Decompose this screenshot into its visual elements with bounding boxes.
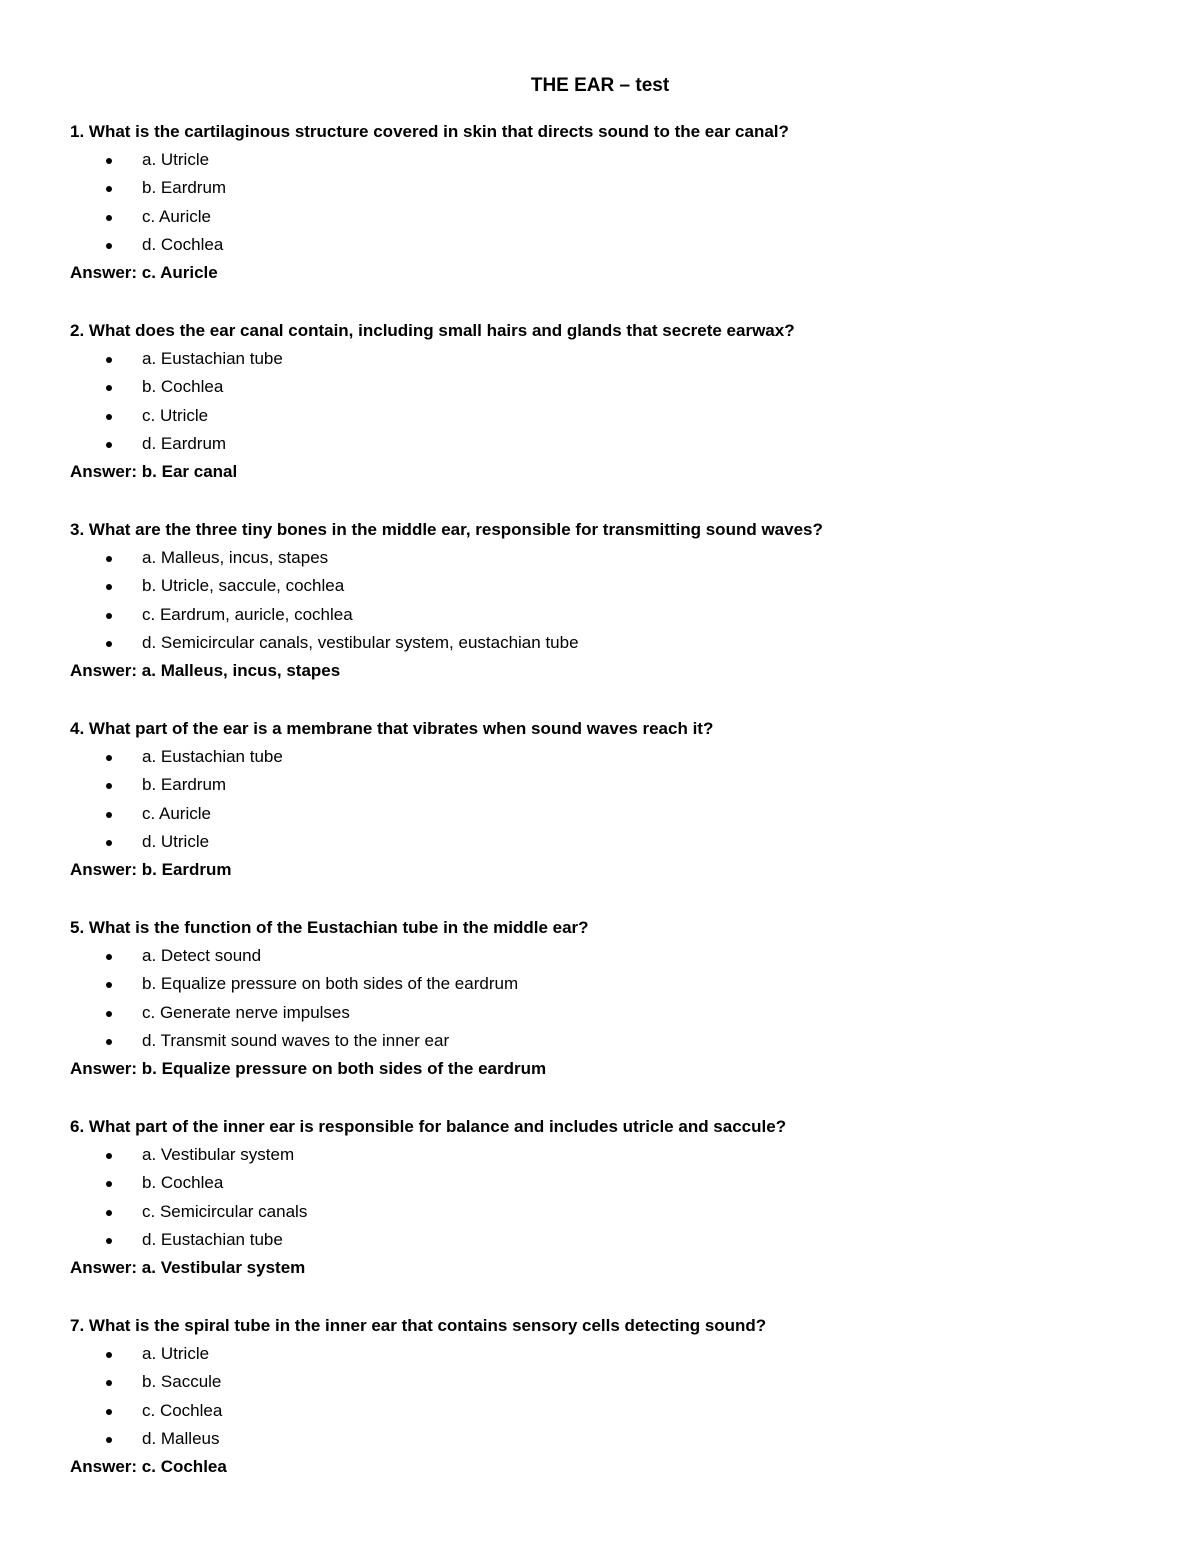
option-item [70, 745, 1150, 773]
option-label: b. Eardrum [142, 775, 227, 795]
bullet-icon [106, 215, 112, 221]
option-item [70, 176, 1150, 204]
option-item [70, 631, 1150, 659]
option-item [70, 972, 1150, 1000]
option-item [70, 1228, 1150, 1256]
option-label: c. Semicircular canals [142, 1201, 308, 1221]
bullet-icon [106, 1181, 112, 1187]
question-text: 4. What part of the ear is a membrane that vibrates when sound waves reach it? [70, 719, 714, 738]
bullet-icon [106, 1238, 112, 1244]
option-label: a. Vestibular system [142, 1145, 295, 1164]
bullet-icon [106, 982, 112, 988]
bullet-icon [106, 613, 112, 619]
option-label: a. Utricle [142, 1344, 210, 1363]
answer-line: Answer: b. Eardrum [70, 860, 232, 880]
option-item [70, 1200, 1150, 1228]
option-label: c. Generate nerve impulses [142, 1002, 350, 1022]
bullet-icon [106, 1352, 112, 1358]
option-list [70, 1342, 1150, 1455]
option-item [70, 375, 1150, 403]
bullet-icon [106, 1039, 112, 1045]
bullet-icon [106, 442, 112, 448]
bullet-icon [106, 1011, 112, 1017]
bullet-icon [106, 1210, 112, 1216]
option-item [70, 1399, 1150, 1427]
option-item [70, 944, 1150, 972]
answer-line: Answer: b. Equalize pressure on both sides of the eardrum [70, 1059, 547, 1079]
answer-line: Answer: a. Malleus, incus, stapes [70, 661, 341, 681]
option-label: b. Cochlea [142, 1173, 224, 1193]
bullet-icon [106, 1380, 112, 1386]
option-label: d. Eustachian tube [142, 1229, 283, 1249]
bullet-icon [106, 243, 112, 249]
bullet-icon [106, 186, 112, 192]
option-item [70, 830, 1150, 858]
option-label: a. Detect sound [142, 946, 262, 965]
option-item [70, 574, 1150, 602]
option-label: c. Utricle [142, 405, 209, 425]
question-block [70, 717, 1150, 916]
option-label: d. Utricle [142, 831, 210, 851]
question-block [70, 1115, 1150, 1314]
option-item [70, 546, 1150, 574]
option-label: b. Cochlea [142, 377, 224, 397]
option-list [70, 546, 1150, 659]
option-item [70, 1370, 1150, 1398]
question-text: 2. What does the ear canal contain, including small hairs and glands that secrete earwax? [70, 321, 795, 340]
answer-line: Answer: c. Auricle [70, 263, 218, 283]
option-item [70, 148, 1150, 176]
option-item [70, 404, 1150, 432]
option-label: d. Eardrum [142, 433, 227, 453]
option-label: b. Equalize pressure on both sides of the eardrum [142, 974, 519, 994]
option-label: b. Utricle, saccule, cochlea [142, 576, 345, 596]
question-list [70, 120, 1150, 1513]
bullet-icon [106, 812, 112, 818]
option-item [70, 205, 1150, 233]
answer-line: Answer: c. Cochlea [70, 1457, 227, 1477]
option-label: d. Transmit sound waves to the inner ear [142, 1030, 450, 1050]
bullet-icon [106, 158, 112, 164]
bullet-icon [106, 556, 112, 562]
option-item [70, 1143, 1150, 1171]
option-label: c. Cochlea [142, 1400, 223, 1420]
option-item [70, 1029, 1150, 1057]
bullet-icon [106, 840, 112, 846]
bullet-icon [106, 1153, 112, 1159]
option-item [70, 1427, 1150, 1455]
question-block [70, 916, 1150, 1115]
option-list [70, 347, 1150, 460]
option-item [70, 603, 1150, 631]
answer-line: Answer: a. Vestibular system [70, 1258, 306, 1278]
bullet-icon [106, 584, 112, 590]
option-list [70, 1143, 1150, 1256]
option-label: b. Saccule [142, 1372, 222, 1392]
question-block [70, 1314, 1150, 1513]
option-item [70, 1342, 1150, 1370]
page-title: THE EAR – test [530, 75, 670, 96]
option-label: c. Auricle [142, 803, 211, 823]
question-text: 5. What is the function of the Eustachian tube in the middle ear? [70, 918, 589, 937]
option-item [70, 1001, 1150, 1029]
option-list [70, 745, 1150, 858]
bullet-icon [106, 641, 112, 647]
option-label: a. Malleus, incus, stapes [142, 548, 329, 567]
option-label: c. Eardrum, auricle, cochlea [142, 604, 353, 624]
option-label: d. Semicircular canals, vestibular system, eustachian tube [142, 632, 579, 652]
option-item [70, 347, 1150, 375]
option-list [70, 944, 1150, 1057]
question-block [70, 120, 1150, 319]
question-block [70, 518, 1150, 717]
question-text: 6. What part of the inner ear is responsible for balance and includes utricle and saccule? [70, 1117, 787, 1136]
bullet-icon [106, 783, 112, 789]
option-label: a. Utricle [142, 150, 210, 169]
option-item [70, 773, 1150, 801]
option-label: a. Eustachian tube [142, 349, 283, 368]
option-item [70, 233, 1150, 261]
answer-line: Answer: b. Ear canal [70, 462, 238, 482]
option-item [70, 432, 1150, 460]
option-label: c. Auricle [142, 206, 211, 226]
option-list [70, 148, 1150, 261]
question-text: 3. What are the three tiny bones in the middle ear, responsible for transmitting sound waves? [70, 520, 823, 539]
question-text: 7. What is the spiral tube in the inner ear that contains sensory cells detecting sound? [70, 1316, 767, 1335]
bullet-icon [106, 954, 112, 960]
bullet-icon [106, 1437, 112, 1443]
option-label: b. Eardrum [142, 178, 227, 198]
option-label: a. Eustachian tube [142, 747, 283, 766]
option-label: d. Cochlea [142, 234, 224, 254]
bullet-icon [106, 385, 112, 391]
bullet-icon [106, 1409, 112, 1415]
option-label: d. Malleus [142, 1428, 220, 1448]
option-item [70, 1171, 1150, 1199]
bullet-icon [106, 755, 112, 761]
bullet-icon [106, 357, 112, 363]
bullet-icon [106, 414, 112, 420]
question-text: 1. What is the cartilaginous structure covered in skin that directs sound to the ear canal? [70, 122, 789, 141]
option-item [70, 802, 1150, 830]
question-block [70, 319, 1150, 518]
